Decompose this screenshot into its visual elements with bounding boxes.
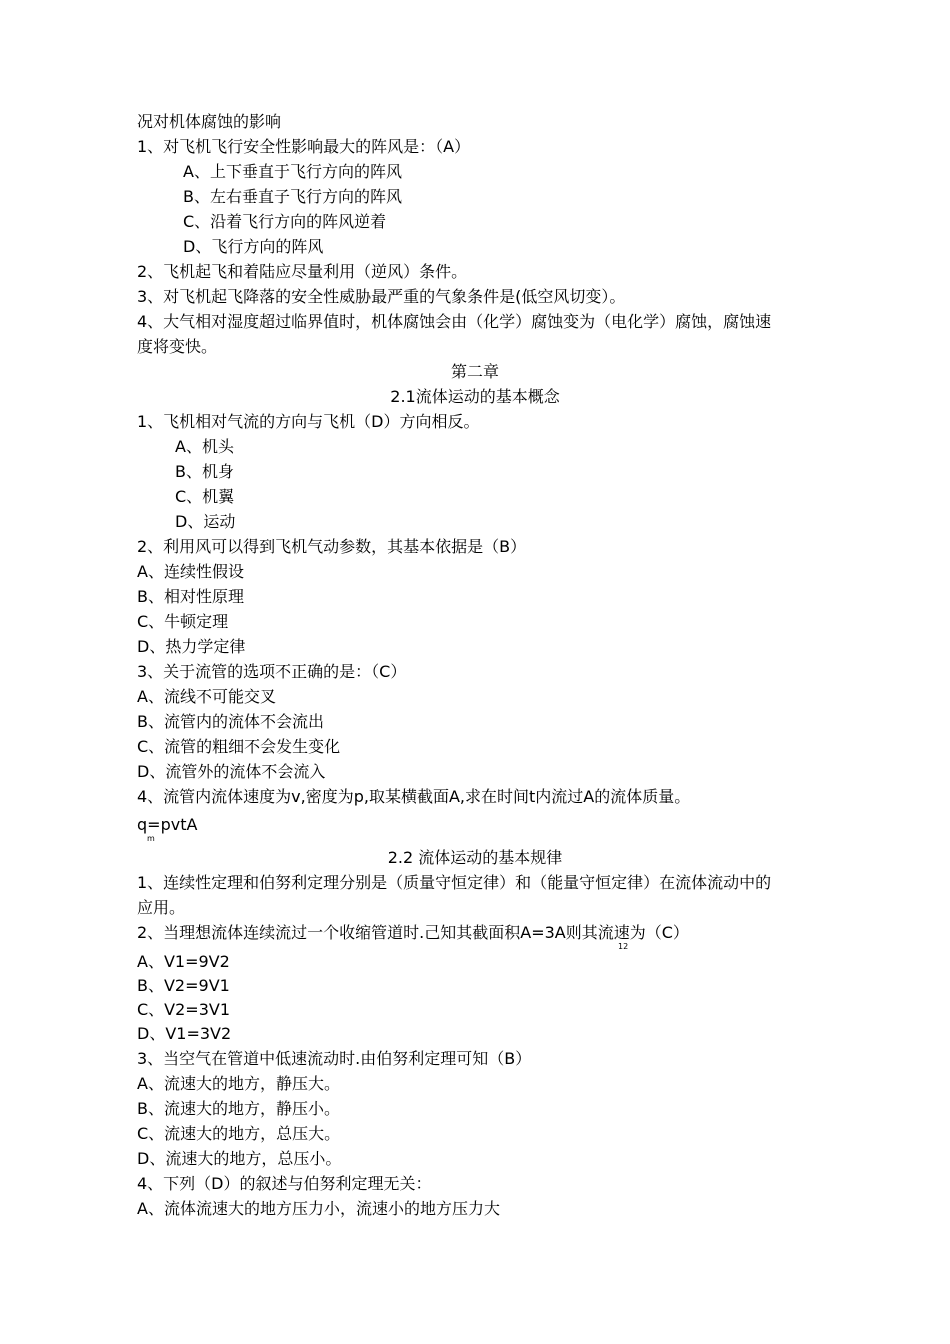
- option-line: C、牛顿定理: [137, 612, 229, 631]
- text-line: 况对机体腐蚀的影响: [137, 112, 282, 131]
- formula-subscript: 12: [618, 942, 629, 951]
- section-heading: 2.2 流体运动的基本规律: [387, 848, 563, 867]
- option-line: D、流管外的流体不会流入: [137, 762, 326, 781]
- option-line: B、流速大的地方，静压小。: [137, 1099, 340, 1118]
- option-line: D、V1=3V2: [137, 1024, 232, 1043]
- option-line: C、机翼: [175, 487, 235, 506]
- option-line: B、机身: [175, 462, 234, 481]
- option-line: D、流速大的地方，总压小。: [137, 1149, 342, 1168]
- question-line: 3、关于流管的选项不正确的是：（C）: [137, 662, 407, 681]
- question-line: 4、流管内流体速度为v,密度为p,取某横截面A,求在时间t内流过A的流体质量。: [137, 787, 691, 806]
- option-line: D、热力学定律: [137, 637, 246, 656]
- text-line: 度将变快。: [137, 337, 218, 356]
- option-line: C、沿着飞行方向的阵风逆着: [183, 212, 387, 231]
- question-line: 1、飞机相对气流的方向与飞机（D）方向相反。: [137, 412, 480, 431]
- option-line: A、流线不可能交叉: [137, 687, 276, 706]
- option-line: A、连续性假设: [137, 562, 244, 581]
- question-line: 4、大气相对湿度超过临界值时，机体腐蚀会由（化学）腐蚀变为（电化学）腐蚀，腐蚀速: [137, 312, 772, 331]
- option-line: A、V1=9V2: [137, 952, 230, 971]
- question-line: 2、当理想流体连续流过一个收缩管道时.己知其截面积A=3A则其流速为（C）: [137, 923, 689, 942]
- option-line: C、流速大的地方，总压大。: [137, 1124, 341, 1143]
- option-line: A、机头: [175, 437, 234, 456]
- option-line: B、V2=9V1: [137, 976, 230, 995]
- question-line: 3、对飞机起飞降落的安全性威胁最严重的气象条件是(低空风切变）。: [137, 287, 626, 306]
- question-line: 3、当空气在管道中低速流动时.由伯努利定理可知（B）: [137, 1049, 532, 1068]
- option-line: C、V2=3V1: [137, 1000, 231, 1019]
- text-line: 应用。: [137, 898, 186, 917]
- question-line: 4、下列（D）的叙述与伯努利定理无关：: [137, 1174, 432, 1193]
- question-line: 1、对飞机飞行安全性影响最大的阵风是：（A）: [137, 137, 471, 156]
- chapter-heading: 第二章: [450, 362, 499, 381]
- option-line: D、运动: [175, 512, 236, 531]
- option-line: B、流管内的流体不会流出: [137, 712, 324, 731]
- option-line: B、左右垂直子飞行方向的阵风: [183, 187, 402, 206]
- section-heading: 2.1流体运动的基本概念: [390, 387, 560, 406]
- formula-line: q=pvtA: [137, 815, 198, 834]
- question-line: 2、飞机起飞和着陆应尽量利用（逆风）条件。: [137, 262, 468, 281]
- option-line: A、流速大的地方，静压大。: [137, 1074, 340, 1093]
- formula-subscript: m: [147, 834, 155, 843]
- question-line: 2、利用风可以得到飞机气动参数，其基本依据是（B）: [137, 537, 527, 556]
- option-line: D、飞行方向的阵风: [183, 237, 324, 256]
- option-line: B、相对性原理: [137, 587, 244, 606]
- option-line: A、上下垂直于飞行方向的阵风: [183, 162, 402, 181]
- question-line: 1、连续性定理和伯努利定理分别是（质量守恒定律）和（能量守恒定律）在流体流动中的: [137, 873, 772, 892]
- option-line: C、流管的粗细不会发生变化: [137, 737, 341, 756]
- option-line: A、流体流速大的地方压力小，流速小的地方压力大: [137, 1199, 500, 1218]
